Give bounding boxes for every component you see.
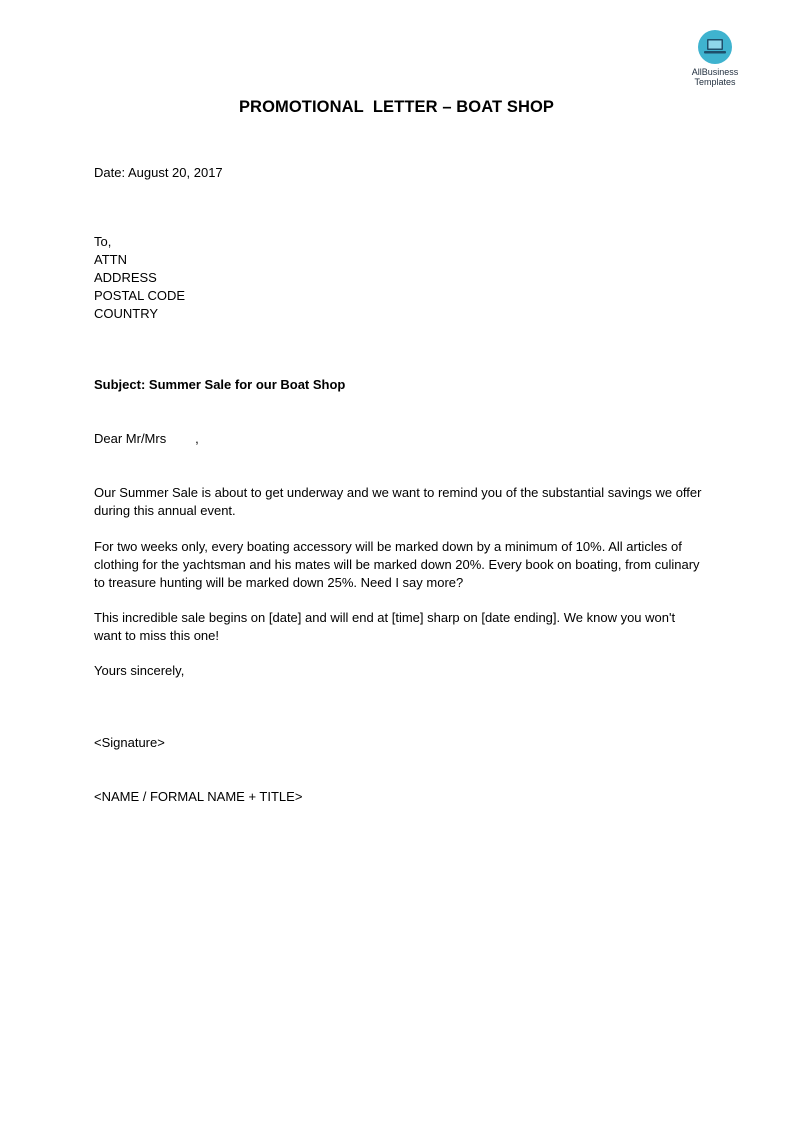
body-paragraph-3: This incredible sale begins on [date] and will end at [time] sharp on [date ending]. We know you won't want to miss this one! (94, 610, 676, 643)
body-paragraph-1: Our Summer Sale is about to get underway and we want to remind you of the substantial savings we offer during this annual event. (94, 485, 702, 518)
letter-title: PROMOTIONAL LETTER – BOAT SHOP (238, 98, 555, 116)
recipient-country: COUNTRY (94, 306, 159, 321)
brand-logo (680, 30, 750, 87)
letter-date: Date: August 20, 2017 (94, 165, 223, 180)
recipient-attn: ATTN (94, 252, 127, 267)
recipient-to: To, (94, 234, 112, 249)
letter-closing: Yours sincerely, (94, 663, 185, 678)
brand-line-1: AllBusiness (691, 67, 739, 77)
letter-subject: Subject: Summer Sale for our Boat Shop (94, 377, 346, 392)
brand-name (680, 67, 750, 87)
signature-placeholder: <Signature> (94, 735, 165, 750)
brand-line-2: Templates (694, 77, 736, 87)
letter-greeting: Dear Mr/Mrs , (94, 431, 199, 446)
name-title-placeholder: <NAME / FORMAL NAME + TITLE> (94, 789, 303, 804)
body-paragraph-2: For two weeks only, every boating accessory will be marked down by a minimum of 10%. All articles of clothing for the yachtsman and his mates will be marked down 20%. Every book on boating, from culinary to treasure hunting will be marked down 25%. Need I say more? (94, 539, 700, 590)
recipient-address: ADDRESS (94, 270, 157, 285)
laptop-icon (698, 30, 732, 64)
recipient-postal-code: POSTAL CODE (94, 288, 186, 303)
